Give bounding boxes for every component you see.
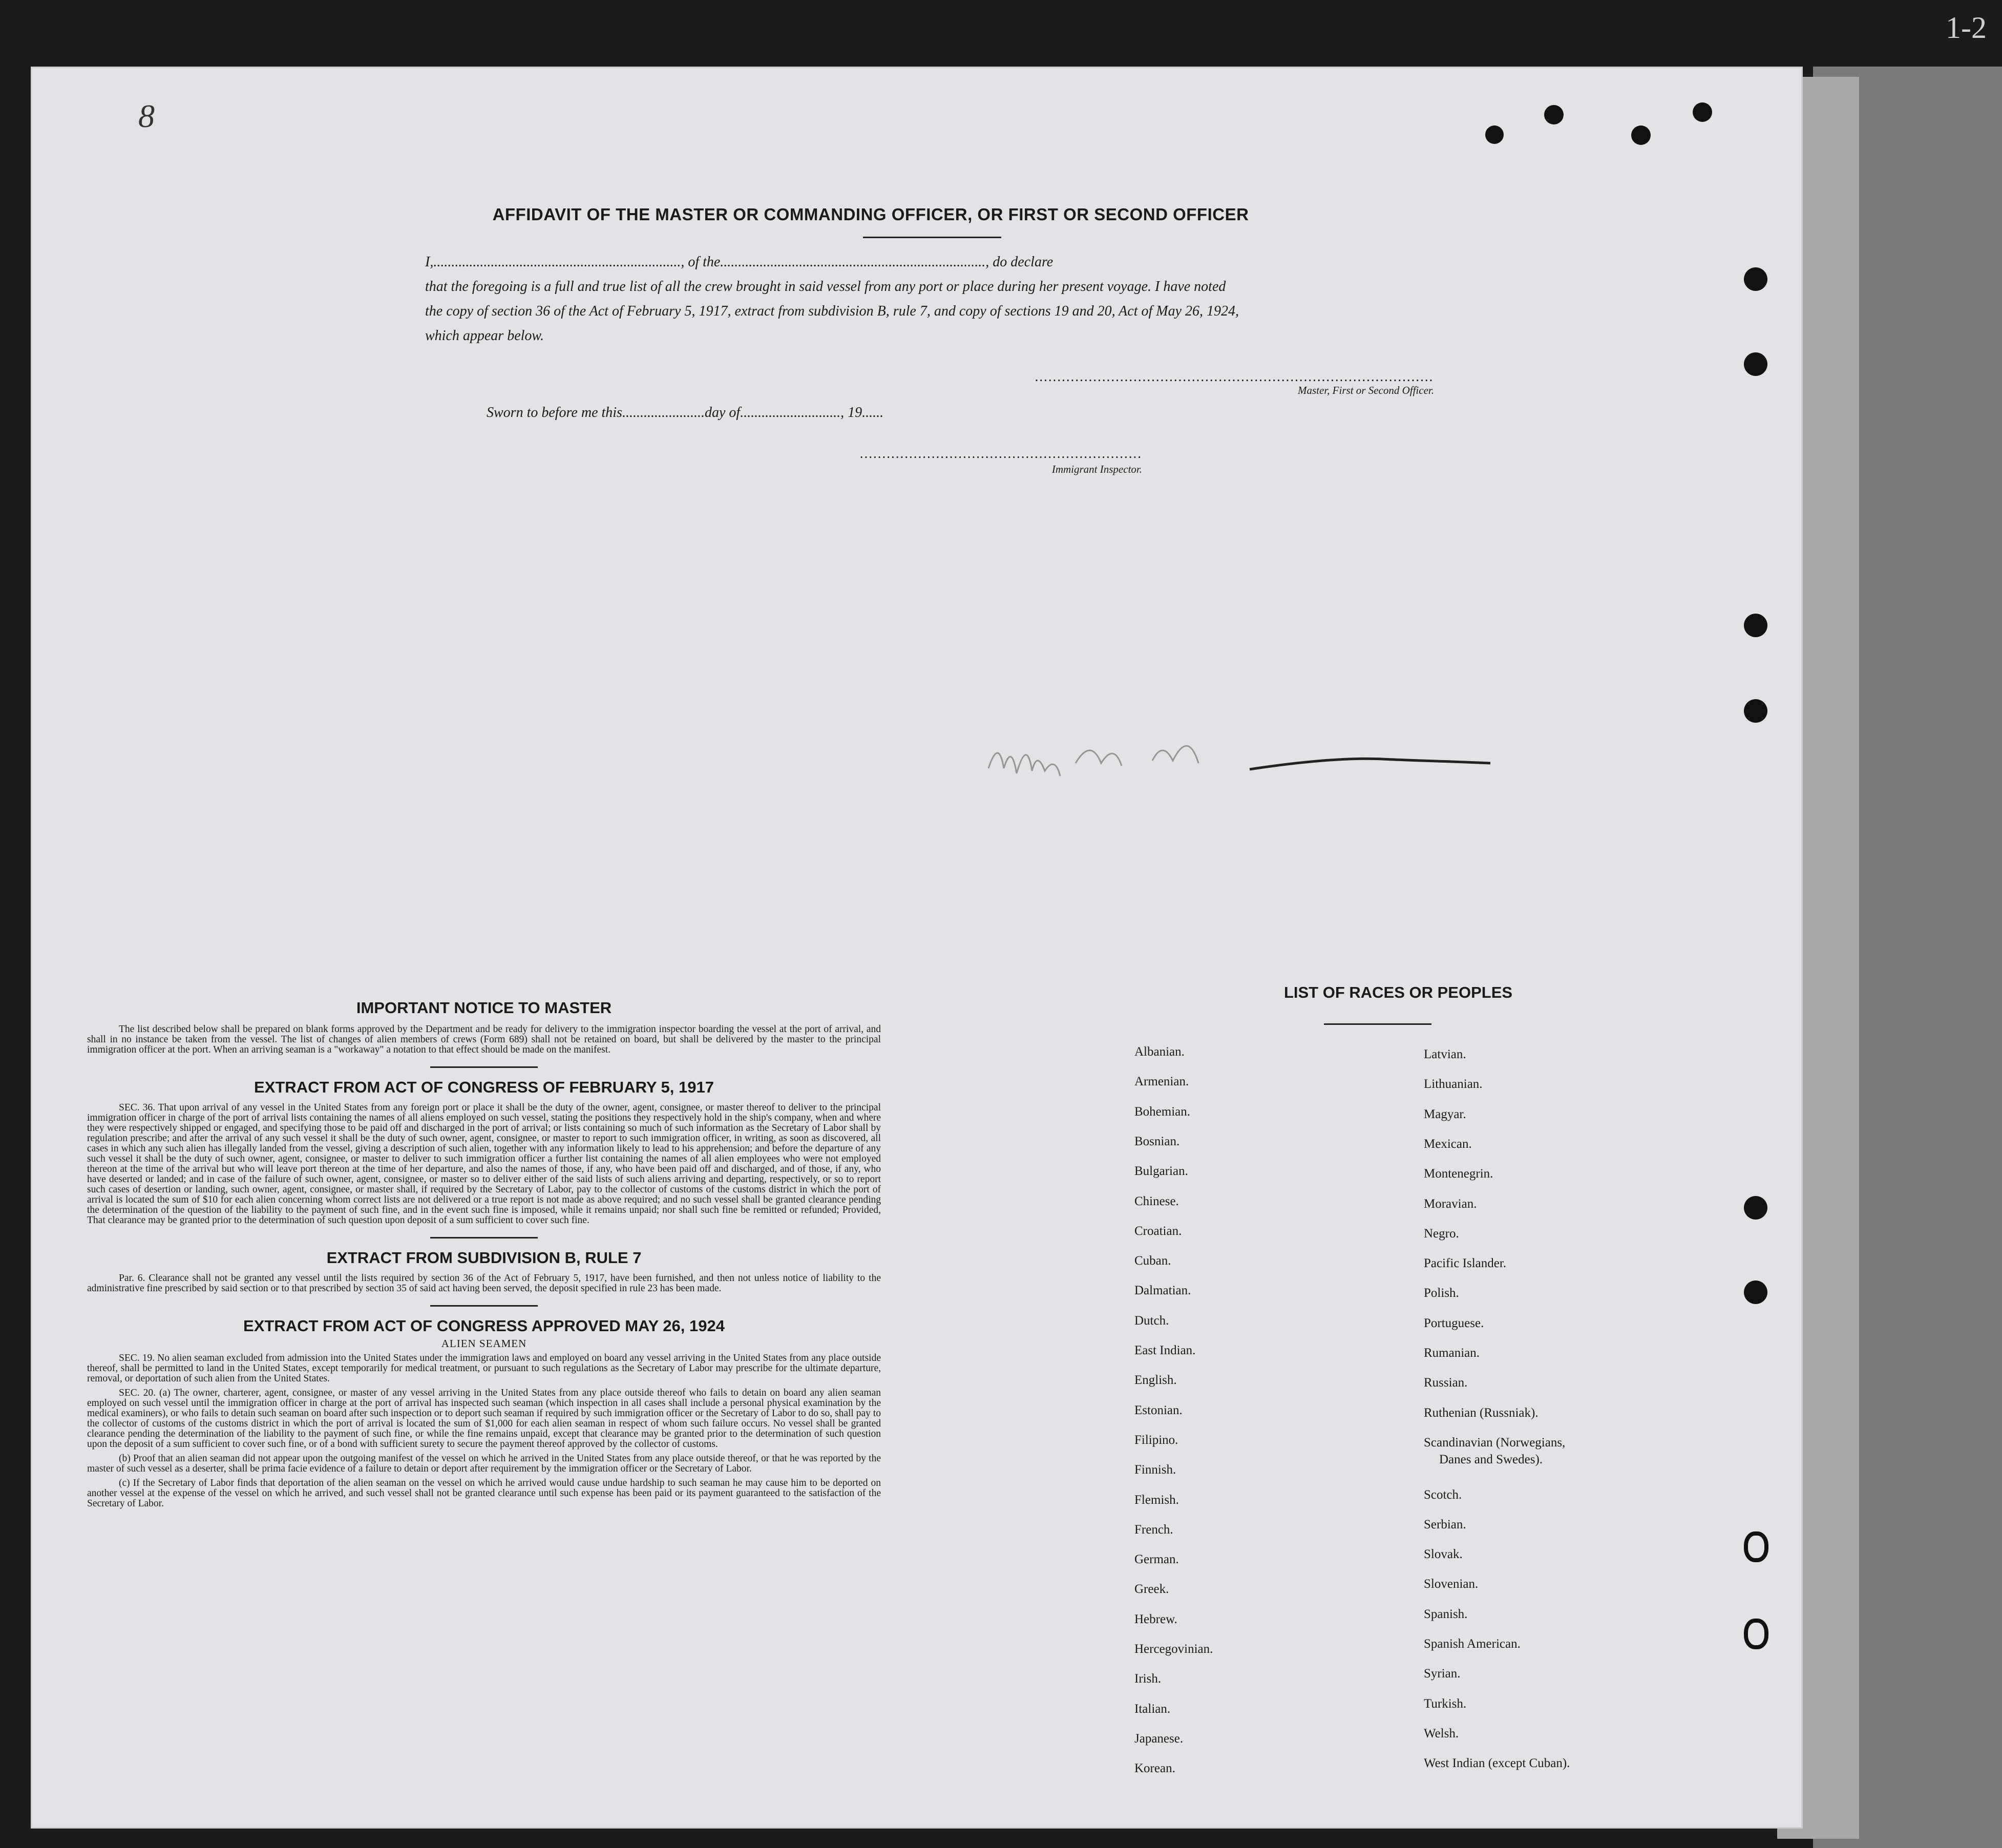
race-item: Montenegrin. — [1424, 1167, 1493, 1181]
race-item: Slovak. — [1424, 1547, 1463, 1562]
affidavit-body — [425, 250, 1439, 348]
race-item: Greek. — [1134, 1582, 1169, 1597]
affidavit-line-1: I,....................................................................., of the.........................................................................., do declare — [425, 254, 1053, 270]
extract-1924-title: EXTRACT FROM ACT OF CONGRESS APPROVED MAY 26, 1924 — [243, 1317, 725, 1335]
extract-1924-sec19: SEC. 19. No alien seaman excluded from admission into the United States under the immigration laws and employed on board any vessel arriving in the United States from any place outside thereof, shall be permitted to land in the United States, except temporarily for medical treatment, or pursuant to such regulations as the Secretary of Labor may prescribe for the ultimate departure, removal, or deportation of such alien from the United States. — [87, 1353, 881, 1384]
race-item: Spanish. — [1424, 1607, 1468, 1621]
races-title-rule — [1324, 1023, 1431, 1025]
races-left-column — [1134, 1045, 1401, 1776]
race-item: Scotch. — [1424, 1487, 1462, 1502]
race-item: French. — [1134, 1522, 1173, 1537]
punch-hole — [1744, 1531, 1768, 1562]
race-item: Latvian. — [1424, 1047, 1466, 1061]
extract-1917-text: SEC. 36. That upon arrival of any vessel in the United States from any foreign port or place it shall be the duty of the owner, agent, consignee, or master thereof to deliver to the principal immigration officer in charge of the port of arrival lists containing the names of all aliens employed on such vessel, stating the positions they respectively hold in the ship's company, when and where they were respectively shipped or engaged, and specifying those to be paid off and discharged in the port of arrival; or lists containing so much of such information as the Secretary of Labor shall by regulation prescribe; and after the arrival of any such vessel it shall be the duty of such owner, agent, consignee, or master to report to such immigration officer, in writing, as soon as discovered, all cases in which any such alien has illegally landed from the vessel, giving a description of such alien, together with any information likely to lead to his apprehension; and before the departure of any such vessel it shall be the duty of such owner, agent, consignee, or master to deliver to such immigration officer a further list containing the names of all alien employees who were not employed thereon at the time of the arrival but who will leave port thereon at the time of her departure, and also the names of those, if any, who have been paid off and discharged, and of those, if any, who have deserted or landed; and in case of the failure of such owner, agent, consignee, or master so to deliver either of the said lists of such aliens arriving and departing, respectively, or so to report such cases of desertion or landing, such owner, agent, consignee, or master shall, if required by the Secretary of Labor, pay to the collector of customs of the customs district in which the port of arrival is located the sum of $10 for each alien concerning whom correct lists are not delivered or a true report is not made as above required; and no such vessel shall be granted clearance pending the determination of the question of the liability to the payment of such fine, and in the event such fine is imposed, while it remains unpaid; nor shall such fine be remitted or refunded; Provided, That clearance may be granted prior to the determination of such question upon deposit of a sum sufficient to cover such fine. — [87, 1102, 881, 1226]
race-item: Bosnian. — [1134, 1134, 1180, 1148]
punch-hole — [1631, 125, 1651, 145]
section-divider — [430, 1237, 538, 1238]
race-item: Bulgarian. — [1134, 1164, 1188, 1179]
race-item: Moravian. — [1424, 1196, 1477, 1211]
race-item: Spanish American. — [1424, 1637, 1521, 1651]
race-item: Mexican. — [1424, 1137, 1472, 1151]
race-item: Pacific Islander. — [1424, 1256, 1507, 1271]
race-item: Ruthenian (Russniak). — [1424, 1405, 1539, 1420]
race-item: Slovenian. — [1424, 1577, 1479, 1591]
race-item: Danes and Swedes). — [1439, 1453, 1543, 1467]
extract-rule7-title: EXTRACT FROM SUBDIVISION B, RULE 7 — [326, 1249, 642, 1267]
extract-rule7-text: Par. 6. Clearance shall not be granted any vessel until the lists required by section 36 of the Act of February 5, 1917, have been furnished, and then not unless notice of liability to the administrative fine prescribed by said section or to that prescribed by section 35 of said act having been served, the deposit specified in rule 23 has been made. — [87, 1273, 881, 1294]
notice-title: IMPORTANT NOTICE TO MASTER — [356, 999, 612, 1017]
document-page — [31, 67, 1803, 1829]
affidavit-line-2: that the foregoing is a full and true list of all the crew brought in said vessel from any port or place during her present voyage. I have noted — [425, 279, 1226, 295]
affidavit-title-rule — [863, 237, 1001, 238]
race-item: Magyar. — [1424, 1107, 1466, 1121]
race-item: Dutch. — [1134, 1313, 1169, 1328]
corner-mark: 8 — [138, 98, 155, 134]
inspector-signature-line: ............................................................... — [859, 446, 1142, 461]
punch-hole — [1744, 1619, 1768, 1649]
race-item: Dalmatian. — [1134, 1284, 1191, 1298]
punch-hole — [1544, 105, 1564, 124]
affidavit-title: AFFIDAVIT OF THE MASTER OR COMMANDING OFFICER, OR FIRST OR SECOND OFFICER — [492, 205, 1249, 224]
race-item: Turkish. — [1424, 1696, 1467, 1711]
race-item: Japanese. — [1134, 1731, 1184, 1746]
race-item: Syrian. — [1424, 1667, 1461, 1681]
extract-1924-subtitle: ALIEN SEAMEN — [441, 1337, 527, 1350]
races-right-column — [1424, 1047, 1741, 1775]
race-item: Croatian. — [1134, 1224, 1182, 1238]
handwritten-mark — [983, 712, 1495, 804]
race-item: Lithuanian. — [1424, 1077, 1483, 1091]
extract-1917-title: EXTRACT FROM ACT OF CONGRESS OF FEBRUARY 5, 1917 — [254, 1078, 714, 1096]
races-title: LIST OF RACES OR PEOPLES — [1283, 983, 1513, 1001]
race-item: Russian. — [1424, 1376, 1468, 1390]
race-item: Hercegovinian. — [1134, 1642, 1213, 1656]
signature-label: Master, First or Second Officer. — [1298, 384, 1434, 396]
race-item: Hebrew. — [1134, 1612, 1177, 1626]
race-item: Negro. — [1424, 1226, 1459, 1241]
punch-hole — [1744, 699, 1767, 723]
race-item: Cuban. — [1134, 1254, 1171, 1268]
punch-hole — [1485, 125, 1504, 144]
sworn-line: Sworn to before me this.......................day of............................, 19...... — [487, 405, 884, 421]
race-item: Scandinavian (Norwegians, — [1424, 1435, 1566, 1450]
race-item: Serbian. — [1424, 1517, 1466, 1531]
race-item: Flemish. — [1134, 1493, 1179, 1507]
extract-1924-sec20c: (c) If the Secretary of Labor finds that deportation of the alien seaman on the vessel on which he arrived would cause undue hardship to such seaman he may cause him to be deported on another vessel at the expense of the vessel on which he arrived, and such vessel shall not be granted clearance until such expense has been paid or its payment guaranteed to the satisfaction of the Secretary of Labor. — [87, 1478, 881, 1509]
race-item: Welsh. — [1424, 1726, 1459, 1740]
extract-1924-sec20b: (b) Proof that an alien seaman did not appear upon the outgoing manifest of the vessel on which he arrived in the United States from any place outside thereof, or that he was reported by the master of such vessel as a deserter, shall be prima facie evidence of a failure to detain or deport after requirement by the immigration officer or the Secretary of Labor. — [87, 1453, 881, 1474]
race-item: Polish. — [1424, 1286, 1459, 1300]
race-item: Italian. — [1134, 1702, 1171, 1716]
section-divider — [430, 1066, 538, 1068]
race-item: Armenian. — [1134, 1075, 1189, 1089]
punch-hole — [1744, 1280, 1767, 1304]
race-item: Bohemian. — [1134, 1104, 1191, 1119]
race-item: Estonian. — [1134, 1403, 1183, 1417]
race-item: Rumanian. — [1424, 1346, 1480, 1360]
race-item: Portuguese. — [1424, 1316, 1484, 1330]
race-item: Finnish. — [1134, 1463, 1176, 1477]
page-number: 1-2 — [1946, 11, 1987, 45]
punch-hole — [1744, 1196, 1767, 1220]
race-item: Korean. — [1134, 1761, 1175, 1776]
extract-1924-sec20a: SEC. 20. (a) The owner, charterer, agent, consignee, or master of any vessel arriving in the United States from any place outside thereof who fails to detain on board any alien seaman employed on such vessel until the immigration officer in charge at the port of arrival has inspected such seaman (which inspection in all cases shall include a personal physical examination by the medical examiners), or who fails to detain such seaman on board after such inspection or to deport such seaman if required by such immigration officer or the Secretary of Labor to do so, shall pay to the collector of customs of the customs district in which the port of arrival is located the sum of $1,000 for each alien seaman in respect of whom such failure occurs. No vessel shall be granted clearance pending the determination of the liability to the payment of such fine, or while the fine remains unpaid, except that clearance may be granted prior to the determination of such question upon the deposit of a sum sufficient to cover such fine, or of a bond with sufficient surety to secure the payment thereof approved by the collector of customs. — [87, 1388, 881, 1450]
race-item: Chinese. — [1134, 1194, 1179, 1208]
affidavit-line-3: the copy of section 36 of the Act of February 5, 1917, extract from subdivision B, rule 7, and copy of sections 19 and 20, Act of May 26, 1924, — [425, 303, 1239, 319]
notice-text: The list described below shall be prepared on blank forms approved by the Department and be ready for delivery to the immigration inspector boarding the vessel at the port of arrival, and shall in no instance be taken from the vessel. The list of changes of alien members of crews (Form 689) shall not be retained on board, but shall be delivered by the master to the principal immigration officer at the port. When an arriving seaman is a "workaway" a notation to that effect should be made on the manifest. — [87, 1024, 881, 1055]
punch-hole — [1744, 267, 1767, 291]
notices-column — [87, 999, 881, 1509]
race-item: English. — [1134, 1373, 1177, 1388]
punch-hole — [1693, 102, 1712, 122]
race-item: West Indian (except Cuban). — [1424, 1756, 1570, 1771]
punch-hole — [1744, 352, 1767, 376]
race-item: East Indian. — [1134, 1343, 1196, 1357]
race-item: Irish. — [1134, 1672, 1162, 1686]
affidavit-line-4: which appear below. — [425, 328, 544, 344]
race-item: Albanian. — [1134, 1045, 1185, 1059]
punch-hole — [1744, 614, 1767, 637]
signature-line: ......................................................................................... — [1035, 369, 1434, 384]
race-item: German. — [1134, 1552, 1179, 1567]
race-item: Filipino. — [1134, 1433, 1178, 1447]
section-divider — [430, 1305, 538, 1307]
inspector-label: Immigrant Inspector. — [1051, 463, 1142, 475]
